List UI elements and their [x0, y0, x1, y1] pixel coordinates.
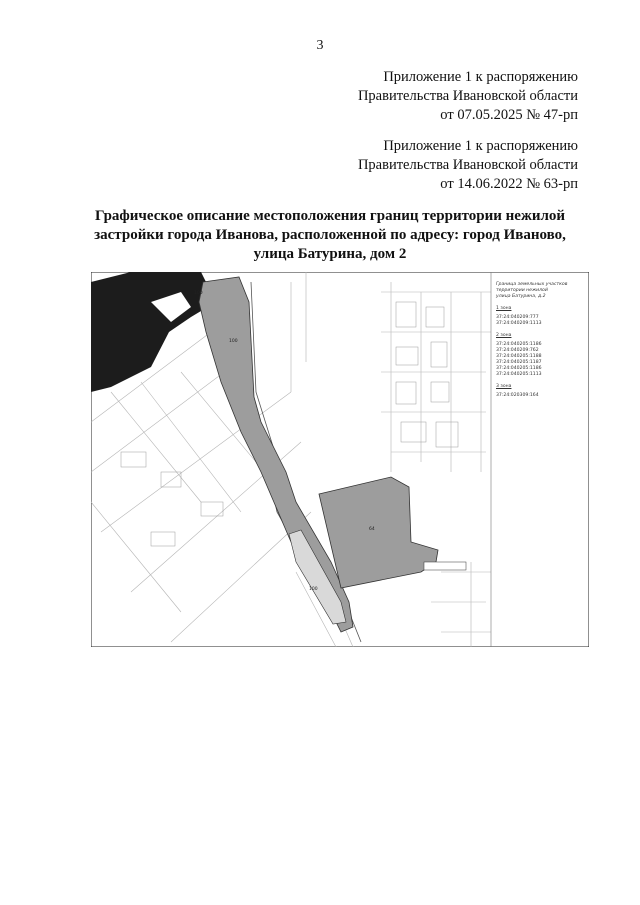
street-label-box [424, 562, 466, 570]
legend-row: 37:24:040209:762 [496, 348, 539, 353]
title-line: Графическое описание местоположения границ территории нежилой [94, 208, 566, 224]
legend-row: 37:24:040205:1188 [496, 354, 542, 359]
legend-row: 37:24:040209:1113 [496, 321, 542, 326]
legend-header-line: улица Батурина, д.2 [496, 294, 546, 299]
document-title [70, 207, 590, 264]
appendix-line: Правительства Ивановской области [357, 157, 578, 173]
title-line: улица Батурина, дом 2 [253, 246, 407, 262]
legend-row: 37:24:040205:1187 [496, 360, 542, 365]
appendix-current-header [358, 68, 578, 125]
legend-row: 37:24:040209:777 [496, 315, 539, 320]
appendix-line: Правительства Ивановской области [357, 88, 578, 104]
appendix-line: Приложение 1 к распоряжению [383, 138, 578, 154]
parcel-label: 64 [369, 527, 375, 532]
legend-row: 37:24:040205:1186 [496, 342, 542, 347]
legend-row: 37:24:040205:1113 [496, 372, 542, 377]
page-number: 3 [316, 38, 324, 53]
parcel-label: 100 [229, 339, 238, 344]
parcel-label: 100 [309, 587, 318, 592]
legend-row: 37:24:020309:164 [496, 393, 539, 398]
legend-header [496, 282, 588, 300]
legend-zone-label: 2 зона [496, 333, 512, 338]
legend-header-line: Граница земельных участков [496, 282, 568, 287]
appendix-previous-header [358, 137, 578, 194]
appendix-line: от 07.05.2025 № 47-рп [440, 107, 578, 123]
parcel-label: 100 [194, 291, 203, 296]
appendix-line: от 14.06.2022 № 63-рп [440, 176, 578, 192]
appendix-line: Приложение 1 к распоряжению [383, 69, 578, 85]
title-line: застройки города Иванова, расположенной по адресу: город Иваново, [94, 227, 566, 243]
legend-zone-label: 3 зона [496, 384, 512, 389]
legend-row: 37:24:040205:1186 [496, 366, 542, 371]
legend-zone-label: 1 зона [496, 306, 512, 311]
map-legend [496, 282, 588, 399]
legend-header-line: территории нежилой [496, 288, 548, 293]
